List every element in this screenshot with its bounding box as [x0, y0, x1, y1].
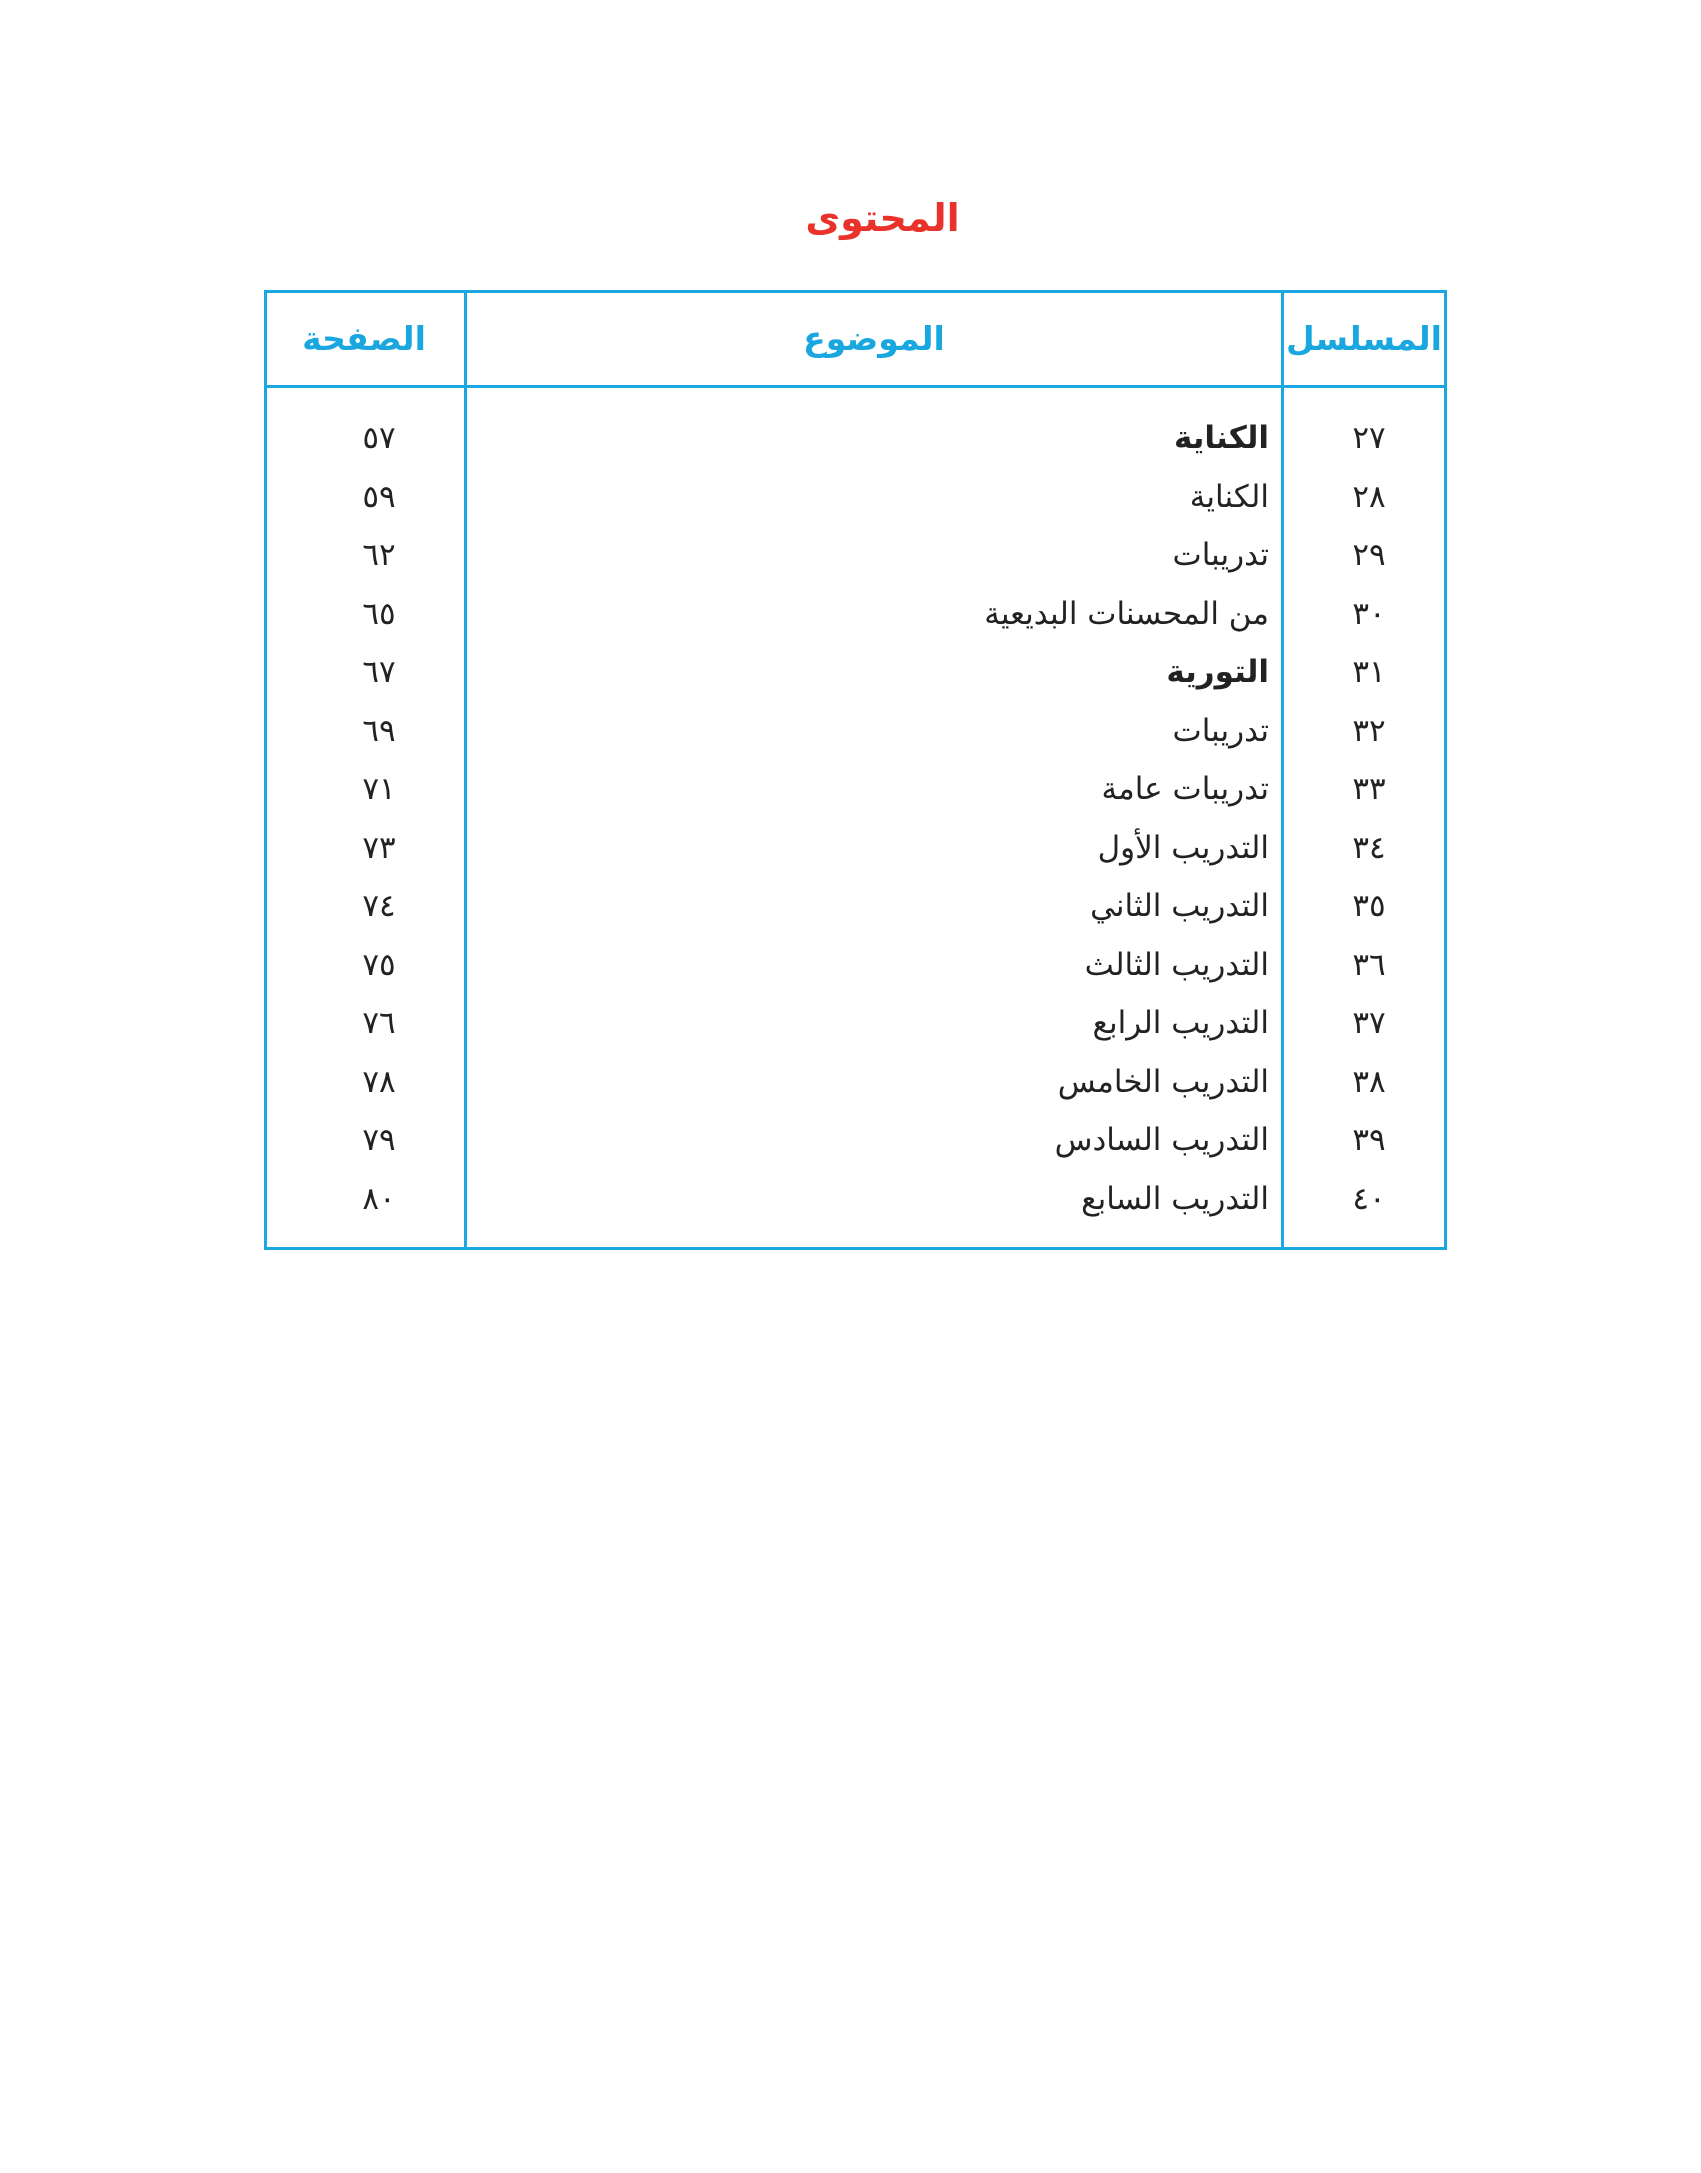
row-topic: تدريبات — [1172, 712, 1269, 749]
page-title: المحتوى — [805, 196, 960, 240]
table-row — [267, 1111, 1444, 1170]
row-topic: تدريبات — [1172, 537, 1269, 573]
row-serial: ٤٠ — [1352, 1180, 1386, 1217]
row-serial: ٣٥ — [1352, 888, 1386, 924]
row-serial: ٣١ — [1352, 654, 1386, 690]
row-page: ٨٠ — [362, 1180, 396, 1217]
row-topic: التدريب الخامس — [1057, 1063, 1269, 1100]
row-page: ٧٨ — [362, 1063, 396, 1100]
row-topic: الكناية — [1189, 478, 1269, 515]
row-topic: التدريب السابع — [1081, 1180, 1269, 1217]
row-serial: ٣٦ — [1352, 946, 1386, 983]
row-page: ٧٦ — [362, 1005, 396, 1041]
row-page: ٧١ — [362, 771, 396, 807]
row-page: ٥٩ — [362, 478, 396, 515]
row-serial: ٣٣ — [1352, 771, 1386, 807]
row-page: ٥٧ — [362, 420, 396, 456]
row-topic: الكناية — [1173, 420, 1269, 456]
table-row — [267, 1170, 1444, 1229]
row-topic: من المحسنات البديعية — [984, 595, 1269, 632]
toc-rows — [267, 409, 1444, 1228]
table-row — [267, 819, 1444, 878]
row-topic: التدريب السادس — [1054, 1122, 1269, 1158]
header-serial: المسلسل — [1286, 319, 1442, 358]
row-page: ٧٤ — [362, 888, 396, 924]
row-page: ٧٣ — [362, 829, 396, 866]
table-row — [267, 994, 1444, 1053]
row-serial: ٢٨ — [1352, 478, 1386, 515]
row-page: ٧٥ — [362, 946, 396, 983]
table-row — [267, 702, 1444, 761]
table-row — [267, 409, 1444, 468]
row-topic: التدريب الثاني — [1090, 888, 1269, 924]
table-row — [267, 526, 1444, 585]
row-page: ٦٩ — [362, 712, 396, 749]
toc-table — [264, 290, 1447, 1250]
table-row — [267, 760, 1444, 819]
header-divider — [267, 385, 1444, 388]
header-page: الصفحة — [302, 319, 426, 358]
row-topic: التدريب الرابع — [1092, 1005, 1269, 1041]
row-topic: التدريب الأول — [1097, 829, 1269, 866]
row-serial: ٣٤ — [1352, 829, 1386, 866]
row-serial: ٣٢ — [1352, 712, 1386, 749]
row-serial: ٣٨ — [1352, 1063, 1386, 1100]
table-row — [267, 643, 1444, 702]
row-topic: تدريبات عامة — [1101, 771, 1269, 807]
row-topic: التورية — [1166, 654, 1269, 690]
row-page: ٦٧ — [362, 654, 396, 690]
row-page: ٧٩ — [362, 1122, 396, 1158]
table-row — [267, 585, 1444, 644]
table-row — [267, 468, 1444, 527]
table-row — [267, 936, 1444, 995]
row-page: ٦٢ — [362, 537, 396, 573]
row-serial: ٣٠ — [1352, 595, 1386, 632]
row-page: ٦٥ — [362, 595, 396, 632]
row-serial: ٢٩ — [1352, 537, 1386, 573]
header-topic: الموضوع — [803, 319, 945, 358]
row-serial: ٣٩ — [1352, 1122, 1386, 1158]
row-serial: ٢٧ — [1352, 420, 1386, 456]
row-topic: التدريب الثالث — [1084, 946, 1269, 983]
row-serial: ٣٧ — [1352, 1005, 1386, 1041]
table-row — [267, 1053, 1444, 1112]
table-row — [267, 877, 1444, 936]
